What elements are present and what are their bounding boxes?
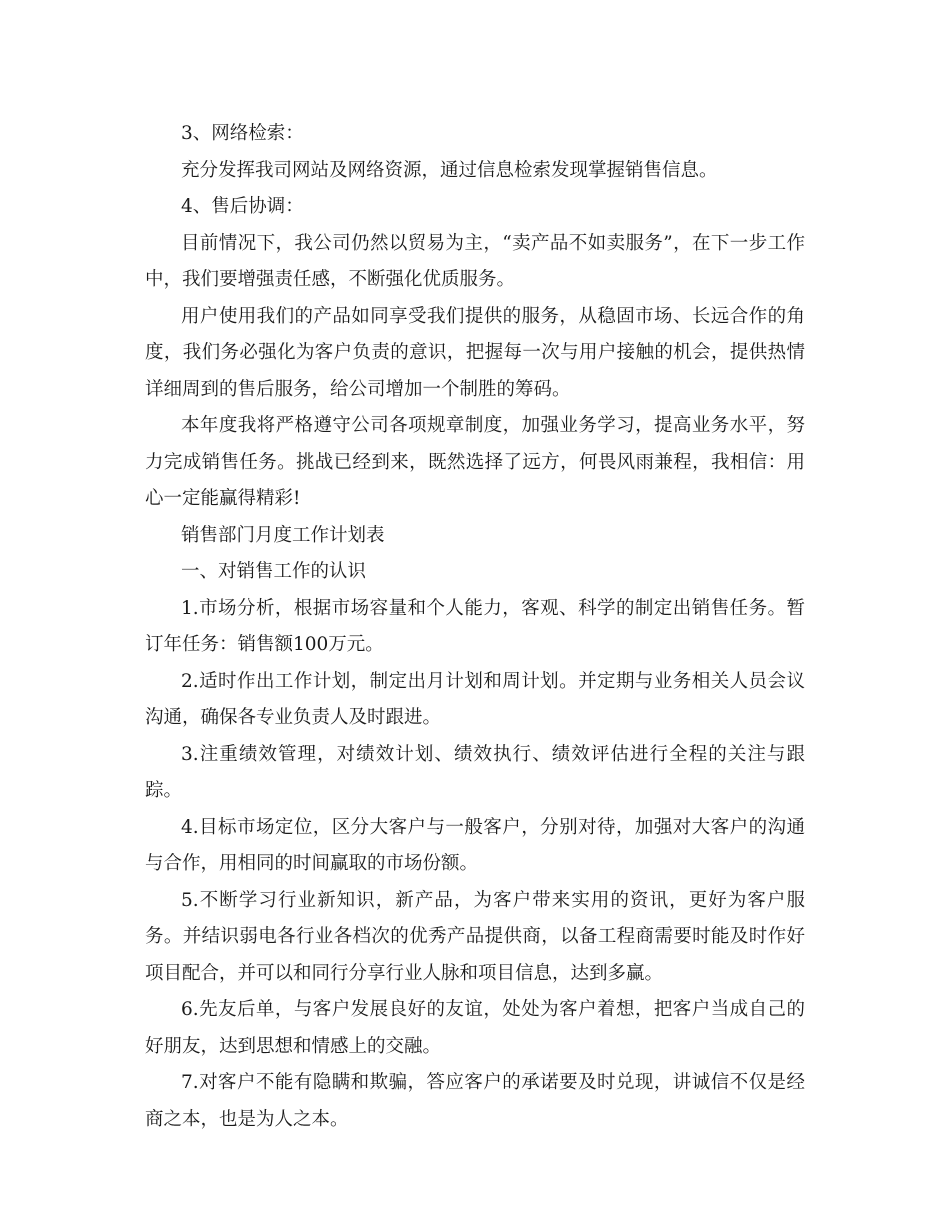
- list-item-3: 3.注重绩效管理，对绩效计划、绩效执行、绩效评估进行全程的关注与跟踪。: [145, 743, 805, 801]
- section-heading-after-sales: 4、售后协调：: [181, 196, 304, 217]
- list-item-7: 7.对客户不能有隐瞒和欺骗，答应客户的承诺要及时兑现，讲诚信不仅是经商之本，也是为人之本。: [145, 1072, 805, 1130]
- paragraph-web-search: 充分发挥我司网站及网络资源，通过信息检索发现掌握销售信息。: [181, 159, 718, 181]
- paragraph-after-sales-2: 用户使用我们的产品如同享受我们提供的服务，从稳固市场、长远合作的角度，我们务必强化为客户负责的意识，把握每一次与用户接触的机会，提供热情详细周到的售后服务，给公司增加一个制胜的筹码。: [145, 305, 805, 400]
- paragraph-annual-commitment: 本年度我将严格遵守公司各项规章制度，加强业务学习，提高业务水平，努力完成销售任务。挑战已经到来，既然选择了远方，何畏风雨兼程，我相信：用心一定能赢得精彩!: [145, 415, 805, 509]
- section-heading-sales-understanding: 一、对销售工作的认识: [181, 561, 367, 582]
- section-heading-web-search: 3、网络检索：: [181, 123, 304, 144]
- list-item-1: 1.市场分析，根据市场容量和个人能力，客观、科学的制定出销售任务。暂订年任务：销售额100万元。: [145, 597, 805, 655]
- list-item-6: 6.先友后单，与客户发展良好的友谊，处处为客户着想，把客户当成自己的好朋友，达到思想和情感上的交融。: [145, 999, 805, 1057]
- list-item-5: 5.不断学习行业新知识，新产品，为客户带来实用的资讯，更好为客户服务。并结识弱电各行业各档次的优秀产品提供商，以备工程商需要时能及时作好项目配合，并可以和同行分享行业人脉和项目信息，达到多赢。: [145, 889, 805, 984]
- list-item-2: 2.适时作出工作计划，制定出月计划和周计划。并定期与业务相关人员会议沟通，确保各专业负责人及时跟进。: [145, 670, 805, 728]
- document-subtitle: 销售部门月度工作计划表: [181, 524, 385, 546]
- paragraph-after-sales-1: 目前情况下，我公司仍然以贸易为主，“卖产品不如卖服务”，在下一步工作中，我们要增强责任感，不断强化优质服务。: [145, 232, 805, 290]
- list-item-4: 4.目标市场定位，区分大客户与一般客户，分别对待，加强对大客户的沟通与合作，用相同的时间赢取的市场份额。: [145, 816, 805, 874]
